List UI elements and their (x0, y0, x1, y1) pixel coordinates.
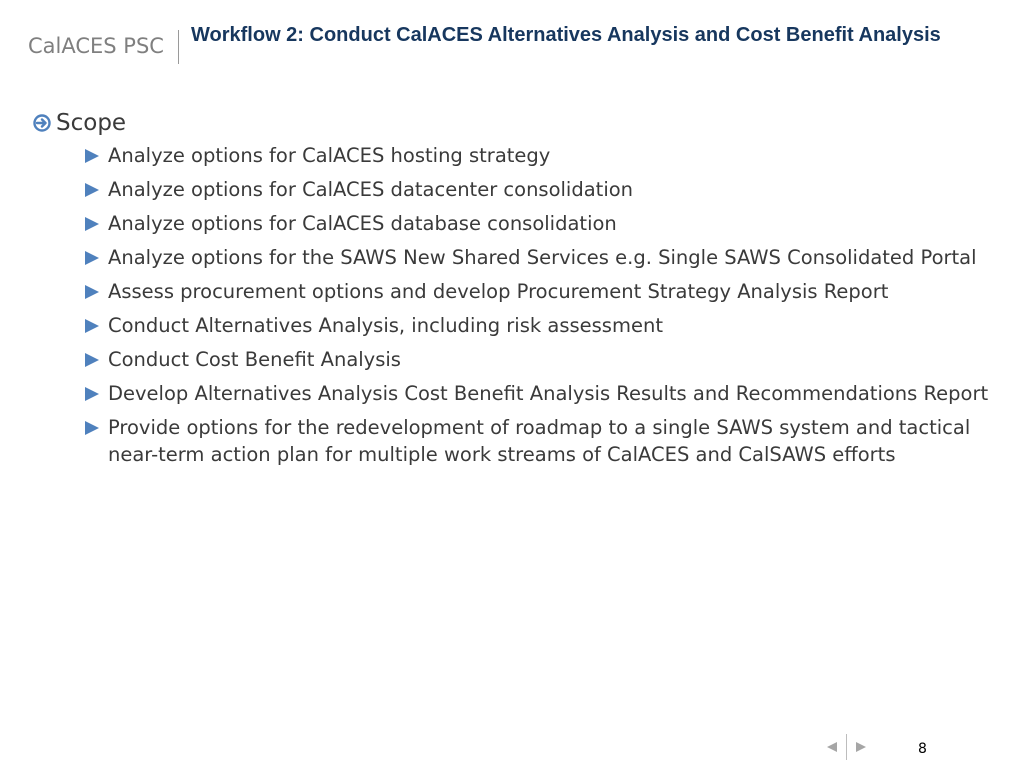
list-item (84, 244, 1007, 271)
slide-title: Workflow 2: Conduct CalACES Alternatives Analysis and Cost Benefit Analysis (191, 24, 941, 46)
triangle-right-icon (84, 312, 108, 339)
logo: CalACES PSC (28, 34, 164, 58)
slide-content (32, 108, 1007, 475)
scope-heading (32, 108, 1007, 138)
list-item-text: Analyze options for CalACES datacenter consolidation (108, 178, 634, 201)
previous-slide-button[interactable] (822, 737, 842, 757)
page-number: 8 (918, 741, 927, 757)
triangle-left-icon (826, 741, 838, 753)
triangle-right-icon (84, 142, 108, 169)
list-item (84, 210, 1007, 237)
triangle-right-icon (855, 741, 867, 753)
list-item (84, 414, 1007, 468)
list-item (84, 346, 1007, 373)
list-item (84, 142, 1007, 169)
triangle-right-icon (84, 176, 108, 203)
slide-navigation (822, 734, 871, 760)
triangle-right-icon (84, 414, 108, 441)
triangle-right-icon (84, 244, 108, 271)
triangle-right-icon (84, 278, 108, 305)
list-item-text: Develop Alternatives Analysis Cost Benefit Analysis Results and Recommendations Report (108, 382, 989, 405)
list-item-text: Provide options for the redevelopment of roadmap to a single SAWS system and tactical near-term action plan for multiple work streams of CalACES and CalSAWS efforts (108, 416, 971, 466)
list-item (84, 380, 1007, 407)
circled-arrow-icon (32, 108, 56, 138)
scope-heading-label: Scope (56, 110, 127, 136)
list-item-text: Assess procurement options and develop Procurement Strategy Analysis Report (108, 280, 889, 303)
list-item-text: Analyze options for CalACES database consolidation (108, 212, 617, 235)
list-item-text: Conduct Alternatives Analysis, including risk assessment (108, 314, 663, 337)
list-item-text: Analyze options for the SAWS New Shared Services e.g. Single SAWS Consolidated Portal (108, 246, 977, 269)
logo-divider (178, 30, 179, 64)
list-item (84, 176, 1007, 203)
triangle-right-icon (84, 346, 108, 373)
list-item (84, 278, 1007, 305)
list-item-text: Conduct Cost Benefit Analysis (108, 348, 401, 371)
navigation-divider (846, 734, 847, 760)
scope-list (32, 142, 1007, 468)
triangle-right-icon (84, 380, 108, 407)
triangle-right-icon (84, 210, 108, 237)
list-item-text: Analyze options for CalACES hosting strategy (108, 144, 551, 167)
next-slide-button[interactable] (851, 737, 871, 757)
list-item (84, 312, 1007, 339)
